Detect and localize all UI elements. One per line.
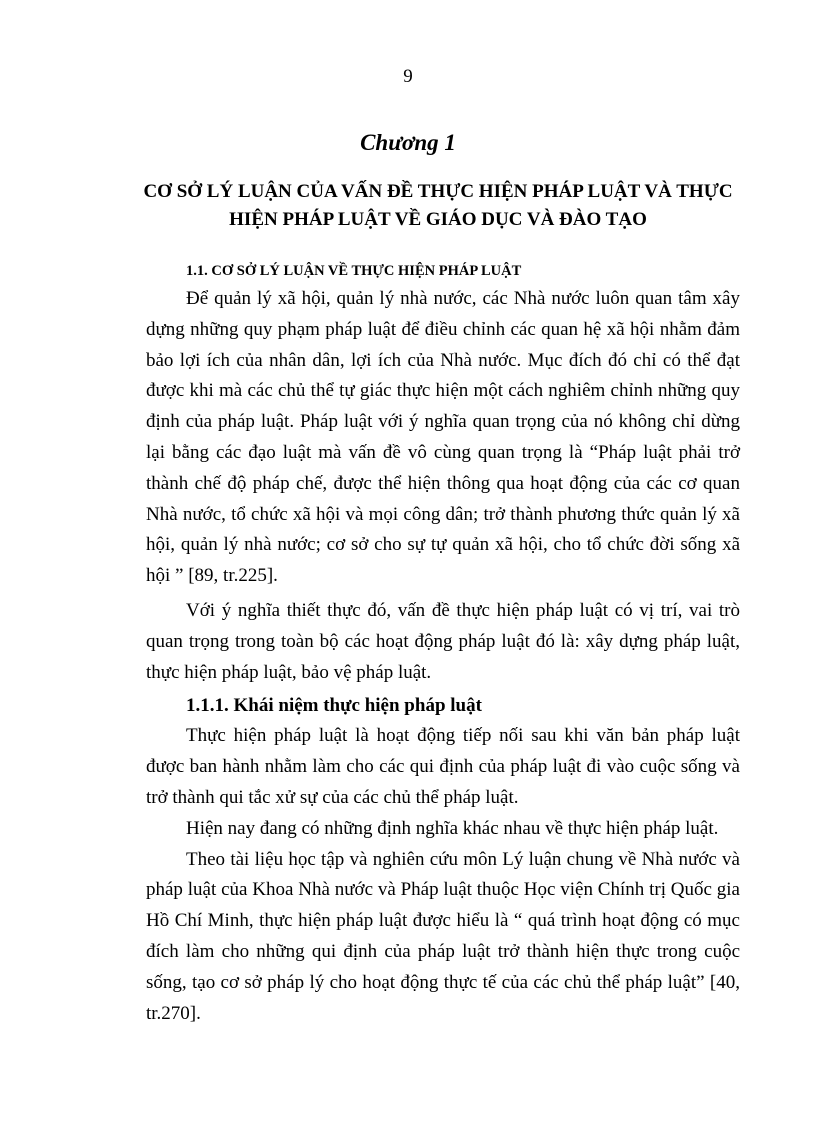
- chapter-title: [120, 178, 756, 234]
- paragraph: Với ý nghĩa thiết thực đó, vấn đề thực hiện pháp luật có vị trí, vai trò quan trọng trong toàn bộ các hoạt động pháp luật đó là: xây dựng pháp luật, thực hiện pháp luật, bảo vệ pháp luật.: [146, 599, 740, 683]
- body-content: [146, 258, 740, 1029]
- paragraph: Theo tài liệu học tập và nghiên cứu môn Lý luận chung về Nhà nước và pháp luật của Khoa Nhà nước và Pháp luật thuộc Học viện Chính trị Quốc gia Hồ Chí Minh, thực hiện pháp luật được hiểu là “ quá trình hoạt động có mục đích làm cho những qui định của pháp luật trở thành hiện thực trong cuộc sống, tạo cơ sở pháp lý cho hoạt động thực tế của các chủ thể pháp luật” [40, tr.270].: [146, 848, 740, 1024]
- subsection-heading: 1.1.1. Khái niệm thực hiện pháp luật: [186, 695, 482, 717]
- chapter-label: Chương 1: [360, 130, 456, 155]
- section-heading: 1.1. CƠ SỞ LÝ LUẬN VỀ THỰC HIỆN PHÁP LUẬT: [186, 263, 522, 279]
- paragraph: Để quản lý xã hội, quản lý nhà nước, các Nhà nước luôn quan tâm xây dựng những quy phạm pháp luật để điều chỉnh các quan hệ xã hội nhằm đảm bảo lợi ích của nhân dân, lợi ích của Nhà nước. Mục đích đó chỉ có thể đạt được khi mà các chủ thể tự giác thực hiện một cách nghiêm chỉnh những quy định của pháp luật. Pháp luật với ý nghĩa quan trọng của nó không chỉ dừng lại bằng các đạo luật mà vấn đề vô cùng quan trọng là “Pháp luật phải trở thành chế độ pháp chế, được thể hiện thông qua hoạt động của các cơ quan Nhà nước, tổ chức xã hội và mọi công dân; trở thành phương thức quản lý xã hội, quản lý nhà nước; cơ sở cho sự tự quản xã hội, cho tổ chức đời sống xã hội ” [89, tr.225].: [146, 288, 740, 587]
- chapter-title-line-2: HIỆN PHÁP LUẬT VỀ GIÁO DỤC VÀ ĐÀO TẠO: [229, 209, 647, 230]
- paragraph: Thực hiện pháp luật là hoạt động tiếp nối sau khi văn bản pháp luật được ban hành nhằm làm cho các qui định của pháp luật đi vào cuộc sống và trở thành qui tắc xử sự của các chủ thể pháp luật.: [146, 725, 740, 808]
- paragraph: Hiện nay đang có những định nghĩa khác nhau về thực hiện pháp luật.: [186, 817, 719, 839]
- page-number: 9: [403, 66, 413, 87]
- chapter-title-line-1: CƠ SỞ LÝ LUẬN CỦA VẤN ĐỀ THỰC HIỆN PHÁP LUẬT VÀ THỰC: [143, 181, 733, 202]
